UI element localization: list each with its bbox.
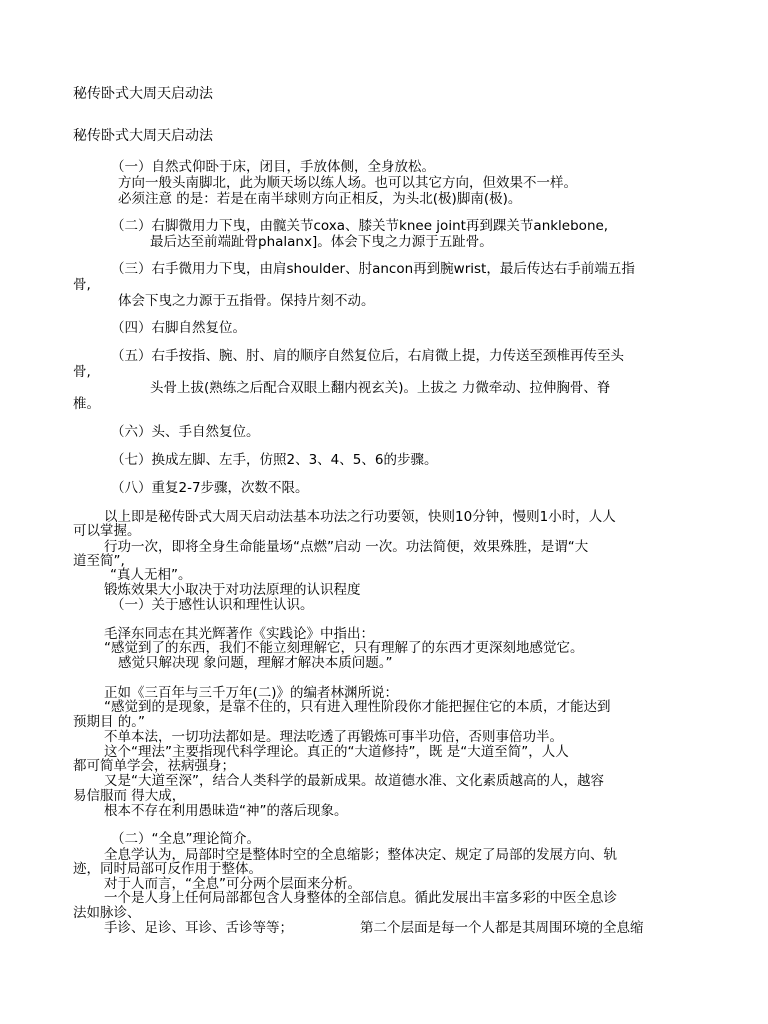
document-title: 秘传卧式大周天启动法 — [73, 86, 213, 102]
text-line: 感觉只解决现 象问题，理解才解决本质问题。” — [118, 655, 393, 671]
text-line: 预期目 的。” — [73, 714, 146, 730]
text-line: 锻炼效果大小取决于对功法原理的认识程度 — [104, 582, 361, 598]
text-line: 行功一次，即将全身生命能量场“点燃”启动 一次。功法简便，效果殊胜，是谓“大 — [104, 539, 589, 555]
text-line: 第二个层面是每一个人都是其周围环境的全息缩 — [360, 920, 644, 936]
text-line: 骨, — [73, 277, 91, 293]
text-line: 椎。 — [73, 396, 100, 412]
text-line: 不单本法，一切功法都如是。理法吃透了再锻炼可事半功倍，否则事倍功半。 — [104, 729, 563, 745]
text-line: （七）换成左脚、左手，仿照2、3、4、5、6的步骤。 — [111, 452, 438, 468]
text-line: 正如《三百年与三千万年(二)》的编者林渊所说： — [104, 685, 399, 701]
text-line: （五）右手按指、腕、肘、肩的顺序自然复位后，右肩微上提，力传送至颈椎再传至头 — [111, 348, 624, 364]
text-line: （六）头、手自然复位。 — [111, 424, 260, 440]
section-title: 秘传卧式大周天启动法 — [73, 128, 213, 144]
text-line: 毛泽东同志在其光辉著作《实践论》中指出： — [104, 626, 374, 642]
text-line: 迹，同时局部可反作用于整体。 — [73, 861, 262, 877]
text-line: （一）关于感性认识和理性认识。 — [111, 597, 314, 613]
text-line: （二）右脚微用力下曳，由髋关节coxa、膝关节knee joint再到踝关节anklebone, — [111, 218, 609, 234]
text-line: 方向一般头南脚北，此为顺天场以练人场。也可以其它方向，但效果不一样。 — [118, 175, 577, 191]
text-line: 道至简”, — [73, 553, 125, 569]
text-line: 对于人而言，“全息”可分两个层面来分析。 — [104, 876, 361, 892]
text-line: 手诊、足诊、耳诊、舌诊等等； — [104, 920, 293, 936]
text-line: （一）自然式仰卧于床，闭目，手放体侧，全身放松。 — [111, 159, 435, 175]
text-line: 全息学认为，局部时空是整体时空的全息缩影；整体决定、规定了局部的发展方向、轨 — [104, 847, 617, 863]
text-line: 一个是人身上任何局部都包含人身整体的全部信息。循此发展出丰富多彩的中医全息诊 — [104, 890, 617, 906]
text-line: 法如脉诊、 — [73, 905, 141, 921]
text-line: 又是“大道至深”，结合人类科学的最新成果。故道德水准、文化素质越高的人，越容 — [104, 773, 604, 789]
text-line: “感觉到了的东西，我们不能立刻理解它，只有理解了的东西才更深刻地感觉它。 — [104, 640, 584, 656]
text-line: 骨, — [73, 364, 91, 380]
text-line: 头骨上拔(熟练之后配合双眼上翻内视玄关)。上拔之 力微牵动、拉伸胸骨、脊 — [150, 380, 611, 396]
text-line: 体会下曳之力源于五指骨。保持片刻不动。 — [118, 293, 375, 309]
text-line: 可以掌握。 — [73, 523, 141, 539]
text-line: （八）重复2-7步骤，次数不限。 — [111, 480, 309, 496]
text-line: 这个“理法”主要指现代科学理论。真正的“大道修持”，既 是“大道至简”，人人 — [104, 744, 569, 760]
text-line: 以上即是秘传卧式大周天启动法基本功法之行功要领，快则10分钟，慢则1小时，人人 — [104, 509, 616, 525]
text-line: “感觉到的是现象，是靠不住的，只有进入理性阶段你才能把握住它的本质，才能达到 — [104, 699, 611, 715]
text-line: （二）“全息”理论简介。 — [111, 831, 260, 847]
text-line: （三）右手微用力下曳，由肩shoulder、肘ancon再到腕wrist，最后传达右手前端五指 — [111, 261, 635, 277]
text-line: 必须注意 的是：若是在南半球则方向正相反，为头北(极)脚南(极)。 — [118, 191, 522, 207]
text-line: 都可简单学会，祛病强身； — [73, 758, 235, 774]
text-line: 最后达至前端趾骨phalanx]。体会下曳之力源于五趾骨。 — [150, 234, 493, 250]
text-line: （四）右脚自然复位。 — [111, 320, 246, 336]
text-line: 根本不存在利用愚昧造“神”的落后现象。 — [104, 803, 348, 819]
text-line: “真人无相”。 — [110, 567, 192, 583]
text-line: 易信服而 得大成， — [73, 788, 186, 804]
